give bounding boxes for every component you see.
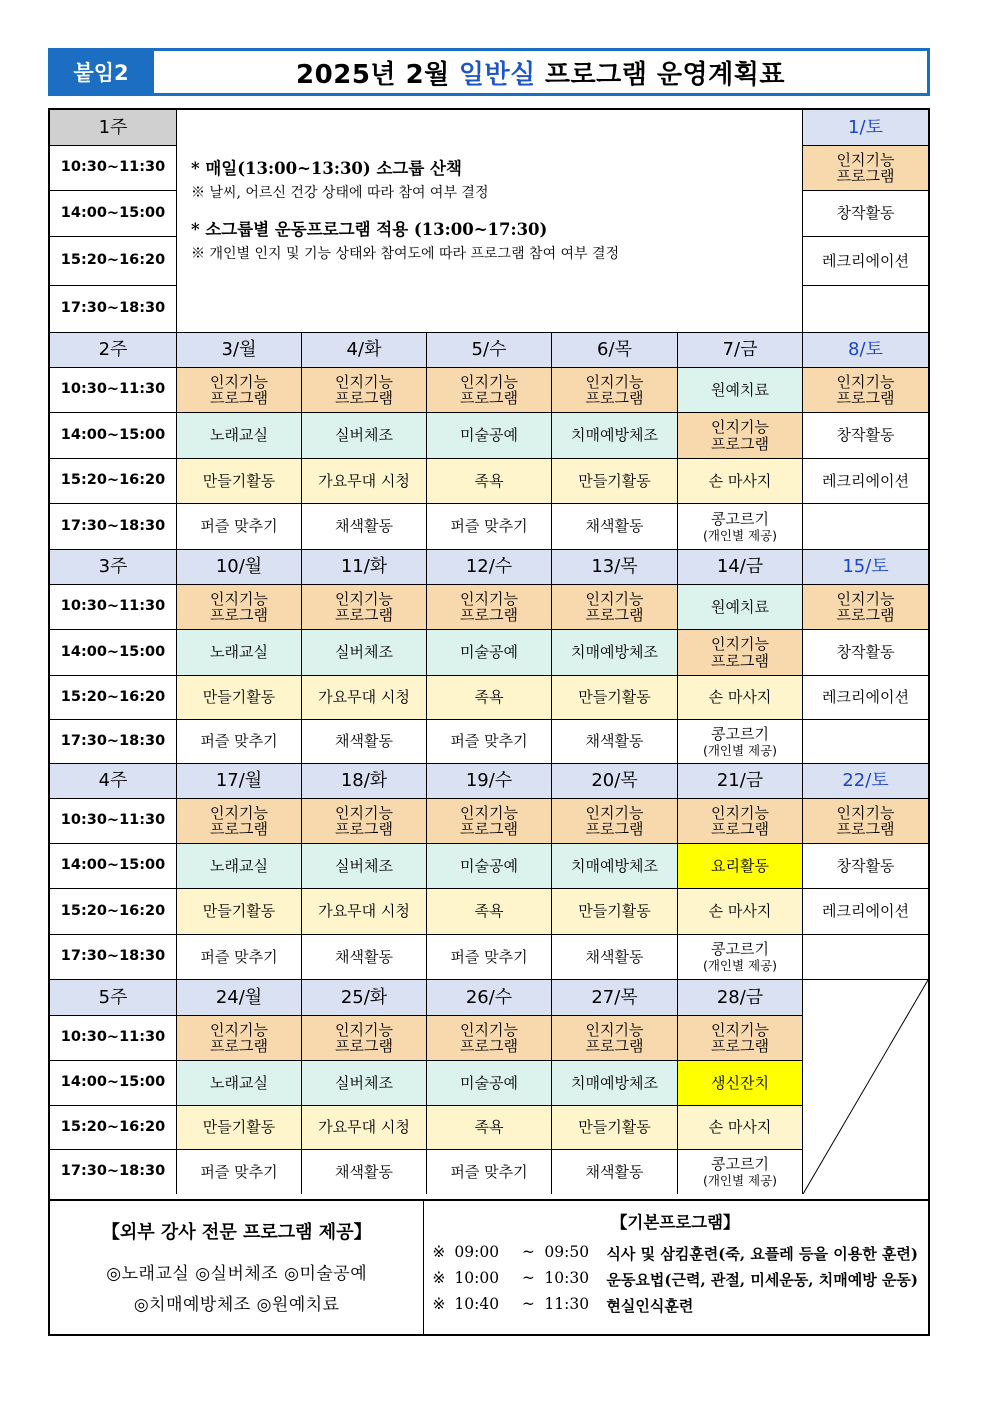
cell-text: 프로그램 xyxy=(711,1037,769,1055)
schedule-cell: 족욕 xyxy=(427,889,552,935)
schedule-cell: 실버체조 xyxy=(302,630,427,676)
cell-text: 프로그램 xyxy=(711,434,769,453)
schedule-cell xyxy=(678,413,803,459)
schedule-cell: 만들기활동 xyxy=(177,676,302,720)
cell-text: 프로그램 xyxy=(335,389,393,407)
cell-text: 인지기능 xyxy=(460,803,518,822)
schedule-cell: 채색활동 xyxy=(552,720,678,764)
cell-text: (개인별 제공) xyxy=(702,1173,778,1189)
cell-text: 인지기능 xyxy=(836,589,895,608)
cell-text: 인지기능 xyxy=(335,1020,393,1039)
schedule-cell xyxy=(427,799,552,844)
schedule-cell: 실버체조 xyxy=(302,844,427,889)
day-header: 12/수 xyxy=(427,550,552,585)
schedule-cell: 채색활동 xyxy=(552,504,678,550)
schedule-cell xyxy=(803,146,928,191)
time-slot: 15:20~16:20 xyxy=(50,889,177,935)
schedule-cell xyxy=(177,368,302,413)
page-title xyxy=(154,51,927,93)
cell-text: 인지기능 xyxy=(460,1020,518,1039)
day-header: 8/토 xyxy=(803,333,928,368)
day-header: 11/화 xyxy=(302,550,427,585)
cell-text: 프로그램 xyxy=(836,167,895,185)
cell-text: 프로그램 xyxy=(210,389,268,407)
schedule-cell: 만들기활동 xyxy=(552,676,678,720)
schedule-cell: 레크리에이션 xyxy=(803,889,928,935)
cell-text: 10:30 xyxy=(544,1269,590,1287)
schedule-cell: 손 마사지 xyxy=(678,459,803,504)
cell-text: 인지기능 xyxy=(210,803,268,822)
time-slot: 10:30~11:30 xyxy=(50,1016,177,1061)
cell-text: 인지기능 xyxy=(210,1020,268,1039)
schedule-cell xyxy=(177,799,302,844)
schedule-cell: 치매예방체조 xyxy=(552,413,678,459)
attachment-badge: 붙임2 xyxy=(51,51,154,93)
time-slot: 10:30~11:30 xyxy=(50,368,177,413)
schedule-cell: 손 마사지 xyxy=(678,676,803,720)
schedule-cell: 창작활동 xyxy=(803,844,928,889)
schedule-cell xyxy=(302,799,427,844)
day-header: 6/목 xyxy=(552,333,678,368)
cell-text: (개인별 제공) xyxy=(702,742,778,758)
basic-title: 【기본프로그램】 xyxy=(610,1213,740,1232)
cell-text: 인지기능 xyxy=(585,589,644,608)
cell-text: 인지기능 xyxy=(711,1020,769,1039)
cell-text: 인지기능 xyxy=(335,372,393,391)
cell-text: 인지기능 xyxy=(585,1020,644,1039)
external-list-line: ◎노래교실 ◎실버체조 ◎미술공예 xyxy=(106,1263,368,1284)
footer-panel xyxy=(48,1199,930,1336)
cell-text: 인지기능 xyxy=(711,803,769,822)
cell-text: 프로그램 xyxy=(460,606,518,624)
cell-text: 프로그램 xyxy=(210,606,268,624)
schedule-cell: 창작활동 xyxy=(803,191,928,237)
cell-text: 프로그램 xyxy=(460,1037,518,1055)
day-header: 5/수 xyxy=(427,333,552,368)
cell-text: 프로그램 xyxy=(711,820,769,838)
cell-text: 09:50 xyxy=(544,1243,590,1261)
day-header: 17/월 xyxy=(177,764,302,799)
cell-text: 인지기능 xyxy=(836,150,895,169)
time-slot: 14:00~15:00 xyxy=(50,191,177,237)
schedule-cell: 노래교실 xyxy=(177,1061,302,1106)
cell-text: 프로그램 xyxy=(836,820,895,838)
schedule-cell xyxy=(302,1016,427,1061)
time-slot: 14:00~15:00 xyxy=(50,630,177,676)
week-label: 4주 xyxy=(50,764,177,799)
cell-text: 콩고르기 xyxy=(711,509,769,528)
cell-text: 인지기능 xyxy=(210,372,268,391)
schedule-table xyxy=(48,108,930,1201)
daily-notice xyxy=(177,110,803,333)
cell-text: 프로그램 xyxy=(585,1037,644,1055)
schedule-cell: 손 마사지 xyxy=(678,1106,803,1150)
day-header: 19/수 xyxy=(427,764,552,799)
cell-text: (개인별 제공) xyxy=(702,527,778,543)
schedule-cell: 만들기활동 xyxy=(177,459,302,504)
schedule-cell: 족욕 xyxy=(427,459,552,504)
cell-text: 09:00 xyxy=(454,1243,500,1261)
schedule-cell xyxy=(302,368,427,413)
cell-text: 프로그램 xyxy=(836,389,895,407)
notice-exercise: * 소그룹별 운동프로그램 적용 (13:00~17:30) xyxy=(191,219,548,239)
schedule-cell xyxy=(803,585,928,630)
schedule-cell: 퍼즐 맞추기 xyxy=(427,504,552,550)
cell-text: 인지기능 xyxy=(460,589,518,608)
cell-text: 콩고르기 xyxy=(711,1155,769,1174)
time-slot: 14:00~15:00 xyxy=(50,844,177,889)
cell-text: 운동요법(근력, 관절, 미세운동, 치매예방 운동) xyxy=(606,1271,918,1289)
day-header: 18/화 xyxy=(302,764,427,799)
schedule-cell: 치매예방체조 xyxy=(552,630,678,676)
time-slot: 15:20~16:20 xyxy=(50,237,177,286)
cell-text: 인지기능 xyxy=(836,803,895,822)
schedule-cell: 가요무대 시청 xyxy=(302,676,427,720)
schedule-cell: 족욕 xyxy=(427,676,552,720)
time-slot: 17:30~18:30 xyxy=(50,720,177,764)
schedule-cell xyxy=(803,799,928,844)
time-slot: 17:30~18:30 xyxy=(50,1150,177,1194)
cell-text: 프로그램 xyxy=(210,820,268,838)
schedule-cell: 레크리에이션 xyxy=(803,459,928,504)
day-header: 14/금 xyxy=(678,550,803,585)
day-header: 26/수 xyxy=(427,980,552,1016)
time-slot: 10:30~11:30 xyxy=(50,799,177,844)
schedule-cell xyxy=(177,585,302,630)
cell-text: 인지기능 xyxy=(585,803,644,822)
schedule-cell-empty xyxy=(803,720,928,764)
cell-text: 프로그램 xyxy=(460,389,518,407)
day-header: 13/목 xyxy=(552,550,678,585)
schedule-cell: 손 마사지 xyxy=(678,889,803,935)
time-slot: 17:30~18:30 xyxy=(50,935,177,980)
schedule-cell xyxy=(678,720,803,764)
schedule-cell xyxy=(427,368,552,413)
schedule-cell-special: 생신잔치 xyxy=(678,1061,803,1106)
external-title: 【외부 강사 전문 프로그램 제공】 xyxy=(101,1221,372,1243)
schedule-cell: 만들기활동 xyxy=(177,1106,302,1150)
schedule-cell: 레크리에이션 xyxy=(803,237,928,286)
schedule-cell: 미술공예 xyxy=(427,1061,552,1106)
cell-text: 인지기능 xyxy=(335,803,393,822)
schedule-cell: 치매예방체조 xyxy=(552,844,678,889)
time-slot: 15:20~16:20 xyxy=(50,1106,177,1150)
schedule-cell xyxy=(678,1016,803,1061)
cell-text: ~ xyxy=(521,1295,535,1313)
time-slot: 17:30~18:30 xyxy=(50,286,177,333)
schedule-cell-empty xyxy=(803,286,928,333)
day-header: 22/토 xyxy=(803,764,928,799)
cell-text: ~ xyxy=(521,1269,535,1287)
diagonal-slash xyxy=(803,980,928,1194)
schedule-cell: 만들기활동 xyxy=(552,1106,678,1150)
schedule-cell: 노래교실 xyxy=(177,844,302,889)
basic-program-row xyxy=(432,1269,918,1290)
week-label: 3주 xyxy=(50,550,177,585)
schedule-cell: 노래교실 xyxy=(177,630,302,676)
day-header: 24/월 xyxy=(177,980,302,1016)
week-label: 1주 xyxy=(50,110,177,146)
schedule-cell: 퍼즐 맞추기 xyxy=(427,935,552,980)
basic-program-row xyxy=(432,1295,918,1316)
basic-programs xyxy=(424,1201,928,1334)
day-header: 15/토 xyxy=(803,550,928,585)
schedule-cell: 채색활동 xyxy=(302,1150,427,1194)
cell-text: ※ xyxy=(432,1243,446,1261)
schedule-cell: 가요무대 시청 xyxy=(302,889,427,935)
day-header: 27/목 xyxy=(552,980,678,1016)
schedule-cell: 노래교실 xyxy=(177,413,302,459)
cell-text: 프로그램 xyxy=(210,1037,268,1055)
cell-text: 프로그램 xyxy=(585,606,644,624)
schedule-cell: 퍼즐 맞추기 xyxy=(427,1150,552,1194)
schedule-cell: 채색활동 xyxy=(552,1150,678,1194)
schedule-cell: 퍼즐 맞추기 xyxy=(177,720,302,764)
day-header: 25/화 xyxy=(302,980,427,1016)
schedule-cell xyxy=(678,630,803,676)
cell-text: 프로그램 xyxy=(335,1037,393,1055)
schedule-cell xyxy=(177,1016,302,1061)
schedule-cell xyxy=(302,585,427,630)
cell-text: 인지기능 xyxy=(711,418,769,437)
cell-text: ~ xyxy=(521,1243,535,1261)
title-bar xyxy=(48,48,930,96)
schedule-cell: 채색활동 xyxy=(302,504,427,550)
time-slot: 10:30~11:30 xyxy=(50,585,177,630)
time-slot: 10:30~11:30 xyxy=(50,146,177,191)
cell-text: 인지기능 xyxy=(460,372,518,391)
schedule-cell: 미술공예 xyxy=(427,844,552,889)
schedule-cell xyxy=(678,1150,803,1194)
schedule-cell: 퍼즐 맞추기 xyxy=(177,1150,302,1194)
schedule-cell xyxy=(552,1016,678,1061)
title-prefix: 2025년 2월 xyxy=(296,59,450,90)
day-header: 28/금 xyxy=(678,980,803,1016)
time-slot: 14:00~15:00 xyxy=(50,1061,177,1106)
schedule-cell xyxy=(552,368,678,413)
day-header: 10/월 xyxy=(177,550,302,585)
cell-text: 인지기능 xyxy=(585,372,644,391)
schedule-cell xyxy=(427,1016,552,1061)
cell-text: 프로그램 xyxy=(460,820,518,838)
title-highlight: 일반실 xyxy=(458,59,536,90)
schedule-cell: 가요무대 시청 xyxy=(302,1106,427,1150)
cell-text: 10:00 xyxy=(454,1269,500,1287)
week-label: 2주 xyxy=(50,333,177,368)
cell-text: 프로그램 xyxy=(836,606,895,624)
schedule-cell: 실버체조 xyxy=(302,413,427,459)
schedule-cell: 만들기활동 xyxy=(177,889,302,935)
notice-exercise-note: ※ 개인별 인지 및 기능 상태와 참여도에 따라 프로그램 참여 여부 결정 xyxy=(191,245,620,262)
cell-text: 11:30 xyxy=(544,1295,590,1313)
cell-text: 인지기능 xyxy=(335,589,393,608)
cell-text: 프로그램 xyxy=(335,820,393,838)
schedule-cell: 미술공예 xyxy=(427,413,552,459)
schedule-cell: 채색활동 xyxy=(552,935,678,980)
schedule-cell xyxy=(552,799,678,844)
day-header: 21/금 xyxy=(678,764,803,799)
schedule-cell: 가요무대 시청 xyxy=(302,459,427,504)
schedule-cell-empty xyxy=(803,504,928,550)
day-header: 3/월 xyxy=(177,333,302,368)
cell-text: (개인별 제공) xyxy=(702,958,778,974)
schedule-cell xyxy=(678,799,803,844)
cell-text: 콩고르기 xyxy=(711,724,769,743)
day-header: 20/목 xyxy=(552,764,678,799)
schedule-cell: 퍼즐 맞추기 xyxy=(177,504,302,550)
week-label: 5주 xyxy=(50,980,177,1016)
cell-text: 10:40 xyxy=(454,1295,500,1313)
title-suffix: 프로그램 운영계획표 xyxy=(544,59,785,90)
day-header: 7/금 xyxy=(678,333,803,368)
empty-diagonal-cell xyxy=(803,980,928,1194)
time-slot: 15:20~16:20 xyxy=(50,676,177,720)
schedule-cell-empty xyxy=(803,935,928,980)
schedule-cell: 치매예방체조 xyxy=(552,1061,678,1106)
notice-walk: * 매일(13:00~13:30) 소그룹 산책 xyxy=(191,159,462,178)
cell-text: ※ xyxy=(432,1295,446,1313)
basic-program-row xyxy=(432,1243,918,1264)
time-slot: 14:00~15:00 xyxy=(50,413,177,459)
cell-text: 인지기능 xyxy=(210,589,268,608)
schedule-cell: 족욕 xyxy=(427,1106,552,1150)
schedule-cell: 원예치료 xyxy=(678,585,803,630)
cell-text: 인지기능 xyxy=(836,372,895,391)
schedule-cell: 창작활동 xyxy=(803,413,928,459)
cell-text: 식사 및 삼킴훈련(죽, 요플레 등을 이용한 훈련) xyxy=(606,1245,918,1263)
schedule-cell xyxy=(803,368,928,413)
cell-text: 콩고르기 xyxy=(711,940,769,959)
schedule-cell: 채색활동 xyxy=(302,720,427,764)
notice-walk-note: ※ 날씨, 어르신 건강 상태에 따라 참여 여부 결정 xyxy=(191,184,489,201)
cell-text: 프로그램 xyxy=(585,820,644,838)
schedule-cell xyxy=(552,585,678,630)
schedule-cell xyxy=(678,504,803,550)
day-header: 4/화 xyxy=(302,333,427,368)
schedule-cell xyxy=(427,585,552,630)
schedule-cell: 창작활동 xyxy=(803,630,928,676)
cell-text: ※ xyxy=(432,1269,446,1287)
schedule-cell-special: 요리활동 xyxy=(678,844,803,889)
time-slot: 15:20~16:20 xyxy=(50,459,177,504)
schedule-cell: 미술공예 xyxy=(427,630,552,676)
schedule-cell: 레크리에이션 xyxy=(803,676,928,720)
time-slot: 17:30~18:30 xyxy=(50,504,177,550)
cell-text: 프로그램 xyxy=(585,389,644,407)
schedule-cell: 만들기활동 xyxy=(552,889,678,935)
cell-text: 프로그램 xyxy=(335,606,393,624)
schedule-cell: 만들기활동 xyxy=(552,459,678,504)
schedule-cell: 퍼즐 맞추기 xyxy=(427,720,552,764)
cell-text: 인지기능 xyxy=(711,635,769,654)
schedule-cell: 실버체조 xyxy=(302,1061,427,1106)
day-header: 1/토 xyxy=(803,110,928,146)
external-programs xyxy=(50,1201,424,1334)
schedule-cell xyxy=(678,935,803,980)
schedule-cell: 원예치료 xyxy=(678,368,803,413)
schedule-cell: 퍼즐 맞추기 xyxy=(177,935,302,980)
external-list-line: ◎치매예방체조 ◎원예치료 xyxy=(133,1294,340,1315)
schedule-cell: 채색활동 xyxy=(302,935,427,980)
cell-text: 프로그램 xyxy=(711,651,769,670)
cell-text: 현실인식훈련 xyxy=(606,1297,694,1315)
